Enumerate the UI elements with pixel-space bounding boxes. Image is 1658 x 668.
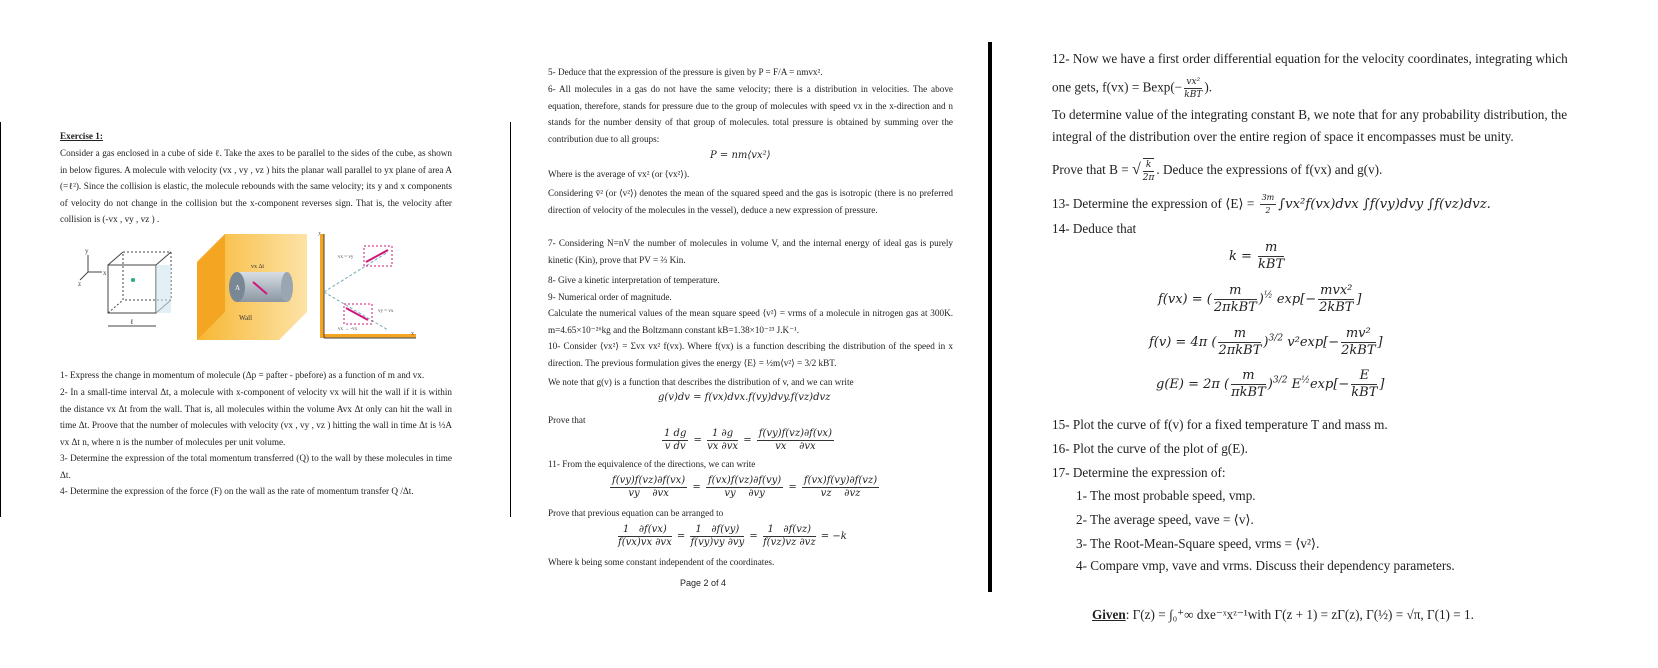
dx-label: vx Δt bbox=[251, 264, 265, 270]
prove-b-line: Prove that B = √ $\frac{k}{2\pi}$ . Deduce the expressions of f(vx) and g(v). bbox=[1052, 160, 1383, 183]
f-v-equation: f(v) = 4π ( $\frac{m}{\text{2πkBT}}$ )$^{3/2}$ v²exp[− $\frac{\text{mv²}}{\text{2kBT}}$ ] bbox=[1149, 326, 1383, 358]
prove-b-tail: . Deduce the expressions of f(vx) and g(v). bbox=[1156, 162, 1383, 178]
axis-x-label: x bbox=[103, 269, 107, 277]
equivalence-equation: $\frac{f(vy)f(vz)\partial f(vx)}{vy \partial vx}$ = $\frac{f(vx)f(vz)\partial f(vy)}{vy \partial vy}$ = $\frac{f(vx)f(vy)\partial f(vz)}{vz \partial vz}$ bbox=[612, 475, 878, 499]
question-12-line2: one gets, f(vx) = Bexp(− $\frac{\text{vx²}}{\text{kBT}}$ ). bbox=[1052, 77, 1213, 100]
question-13: 13- Determine the expression of ⟨E⟩ = $\frac{3m}{2}$ ∫vx²f(vx)dvx ∫f(vy)dvy ∫f(vz)dvz. bbox=[1052, 193, 1491, 215]
q17-item-4: 4- Compare vmp, vave and vrms. Discuss their dependency parameters. bbox=[1076, 558, 1455, 573]
left-divider-line bbox=[510, 122, 511, 517]
fig3-x-label: x bbox=[411, 331, 414, 337]
question-6: 6- All molecules in a gas do not have the same velocity; there is a distribution in velocities. The above equation, therefore, stands for pressure due to the group of molecules with speed vx in the x-direction and n stands for the number density of that group of molecules. total pressure is obtained by summing over the contribution due to all groups: bbox=[548, 84, 953, 144]
question-7: 7- Considering N=nV the number of molecules in volume V, and the internal energy of ideal gas is purely kinetic (Kin), prove that PV = ⅔ Kin. bbox=[548, 238, 953, 265]
wall-label: Wall bbox=[239, 314, 253, 322]
prove-b-text: Prove that B = bbox=[1052, 162, 1129, 178]
given-text: : Γ(z) = ∫₀⁺∞ dxe⁻ˣxᶻ⁻¹with Γ(z + 1) = zΓ(z), Γ(½) = √π, Γ(1) = 1. bbox=[1125, 607, 1474, 622]
question-15: 15- Plot the curve of f(v) for a fixed temperature T and mass m. bbox=[1052, 417, 1388, 432]
cube-figure bbox=[78, 240, 178, 332]
arranged-text: Prove that previous equation can be arranged to bbox=[548, 508, 724, 518]
g-distribution-equation: g(v)dv = f(vx)dvx.f(vy)dvy.f(vz)dvz bbox=[658, 392, 831, 403]
exercise-title: Exercise 1: bbox=[60, 131, 103, 141]
question-11: 11- From the equivalence of the directions, we can write bbox=[548, 459, 756, 469]
intro-paragraph: Consider a gas enclosed in a cube of side ℓ. Take the axes to be parallel to the sides of the cube, as shown in below figures. A molecule with velocity (vx , vy , vz ) hits the planar wall parallel to yx plane of area A (=ℓ²). Since the collision is elastic, the molecule rebounds with the same velocity; its y and x components of velocity do not change in the collision but the x-component reverses sign. That is, the velocity after collision is (-vx , vy , vz ) . bbox=[60, 148, 452, 225]
prove-that-text: Prove that bbox=[548, 415, 586, 425]
where-k-text: Where k being some constant independent of the coordinates. bbox=[548, 557, 775, 567]
g-e-equation: g(E) = 2π ( $\frac{m}{\text{πkBT}}$ )$^{3/2}$ $E^{\frac{1}{2}}\exp[-$ $\frac{E}{\text{kBT}}$ ] bbox=[1156, 368, 1385, 400]
to-determine-line2: integral of the distribution over the entire region of space it encompasses must be unity. bbox=[1052, 129, 1514, 144]
q17-item-3: 3- The Root-Mean-Square speed, vrms = ⟨v²⟩. bbox=[1076, 536, 1320, 551]
question-5: 5- Deduce that the expression of the pressure is given by P = F/A = nmvx². bbox=[548, 67, 823, 77]
considering-paragraph: Considering v̄² (or ⟨v²⟩) denotes the mean of the squared speed and the gas is isotropic (there is no preferred direction of velocity of the molecules in the vessel), deduce a new expression of pressure. bbox=[548, 188, 953, 215]
question-3: 3- Determine the expression of the total momentum transferred (Q) to the wall by these molecules in time Δt. bbox=[60, 453, 452, 480]
given-line bbox=[1092, 606, 1474, 624]
page-number: Page 2 of 4 bbox=[680, 578, 727, 588]
page-divider-bar bbox=[988, 42, 992, 592]
left-column bbox=[0, 0, 510, 668]
question-16: 16- Plot the curve of the plot of g(E). bbox=[1052, 441, 1248, 456]
to-determine-line1: To determine value of the integrating constant B, we note that for any probability distribution, the bbox=[1052, 107, 1568, 122]
question-10: 10- Consider ⟨vx²⟩ = Σvx vx² f(vx). Where f(vx) is a function describing the distribution of the speed in x direction. The previous formulation gives the energy ⟨E⟩ = ½m⟨v²⟩ = 3/2 kBT. bbox=[548, 341, 953, 368]
given-label: Given bbox=[1092, 607, 1126, 622]
axis-y-label: y bbox=[85, 247, 89, 255]
note-g-text: We note that g(v) is a function that describes the distribution of v, and we can write bbox=[548, 377, 854, 387]
k-equation: k = $\frac{m}{\text{kBT}}$ bbox=[1229, 240, 1285, 272]
question-14: 14- Deduce that bbox=[1052, 221, 1137, 236]
question-1: 1- Express the change in momentum of molecule (Δp = pafter - pbefore) as a function of m and vx. bbox=[60, 370, 425, 380]
vneg-label: vx → -vx bbox=[338, 327, 358, 332]
right-column bbox=[1052, 0, 1658, 668]
question-12-line1: 12- Now we have a first order differential equation for the velocity coordinates, integrating which bbox=[1052, 51, 1568, 66]
pressure-equation: P = nm⟨vx²⟩ bbox=[710, 150, 771, 161]
prove-equation: $\frac{1 dg}{\text{v dv}}$ = $\frac{1 \partial g}{vx \partial vx}$ = $\frac{f(vy)f(vz)\partial f(vx)}{vx \partial vx}$ bbox=[664, 428, 832, 452]
question-17: 17- Determine the expression of: bbox=[1052, 465, 1226, 480]
q17-item-1: 1- The most probable speed, vmp. bbox=[1076, 488, 1256, 503]
area-label: A bbox=[235, 284, 241, 292]
where-average-text: Where is the average of vx² (or ⟨vx²⟩). bbox=[548, 169, 690, 179]
collision-figure bbox=[318, 232, 418, 344]
question-2: 2- In a small-time interval Δt, a molecule with x-component of velocity vx will hit the wall if it is within the distance vx Δt from the wall. That is, all molecules within the volume Avx Δt only can hit the wall in time Δt. Proove that the number of molecules with velocity (vx , vy , vz ) hitting the wall in time Δt is ½A vx Δt n, where n is the number of molecules per unit volume. bbox=[60, 387, 452, 447]
f-vx-equation: f(vx) = ( $\frac{m}{\text{2πkBT}}$ )$^{\frac{1}{2}}$ exp[− $\frac{\text{mvx²}}{\text{2kBT}}$ ] bbox=[1158, 283, 1362, 315]
q13-text: 13- Determine the expression of ⟨E⟩ = bbox=[1052, 196, 1255, 211]
calculation-paragraph: Calculate the numerical values of the mean square speed ⟨v²⟩ = vrms of a molecule in nitrogen gas at 300K. m=4.65×10⁻²⁶kg and the Boltzmann constant kB=1.38×10⁻²³ J.K⁻¹. bbox=[548, 308, 953, 335]
axis-z-label: z bbox=[78, 280, 82, 288]
middle-column bbox=[540, 0, 960, 668]
separation-equation: $\frac{1 \partial f(vx)}{f(vx)vx \partial vx}$ = $\frac{1 \partial f(vy)}{f(vy)vy \partial vy}$ = $\frac{1 \partial f(vz)}{f(vz)vz \partial vz}$ = −k bbox=[618, 524, 847, 548]
q12-text: one gets, f(vx) = Bexp(− bbox=[1052, 79, 1183, 95]
question-8: 8- Give a kinetic interpretation of temperature. bbox=[548, 275, 720, 285]
vin-label: vx = vy bbox=[338, 255, 354, 260]
fig3-y-label: y bbox=[318, 232, 321, 236]
question-9: 9- Numerical order of magnitude. bbox=[548, 292, 672, 302]
question-4: 4- Determine the expression of the force (F) on the wall as the rate of momentum transfer Q /Δt. bbox=[60, 486, 414, 496]
side-length-label: ℓ bbox=[130, 318, 134, 326]
q17-item-2: 2- The average speed, vave = ⟨v⟩. bbox=[1076, 512, 1254, 527]
wall-cylinder-figure bbox=[195, 232, 307, 342]
vout-label: vy = vx bbox=[378, 309, 394, 314]
